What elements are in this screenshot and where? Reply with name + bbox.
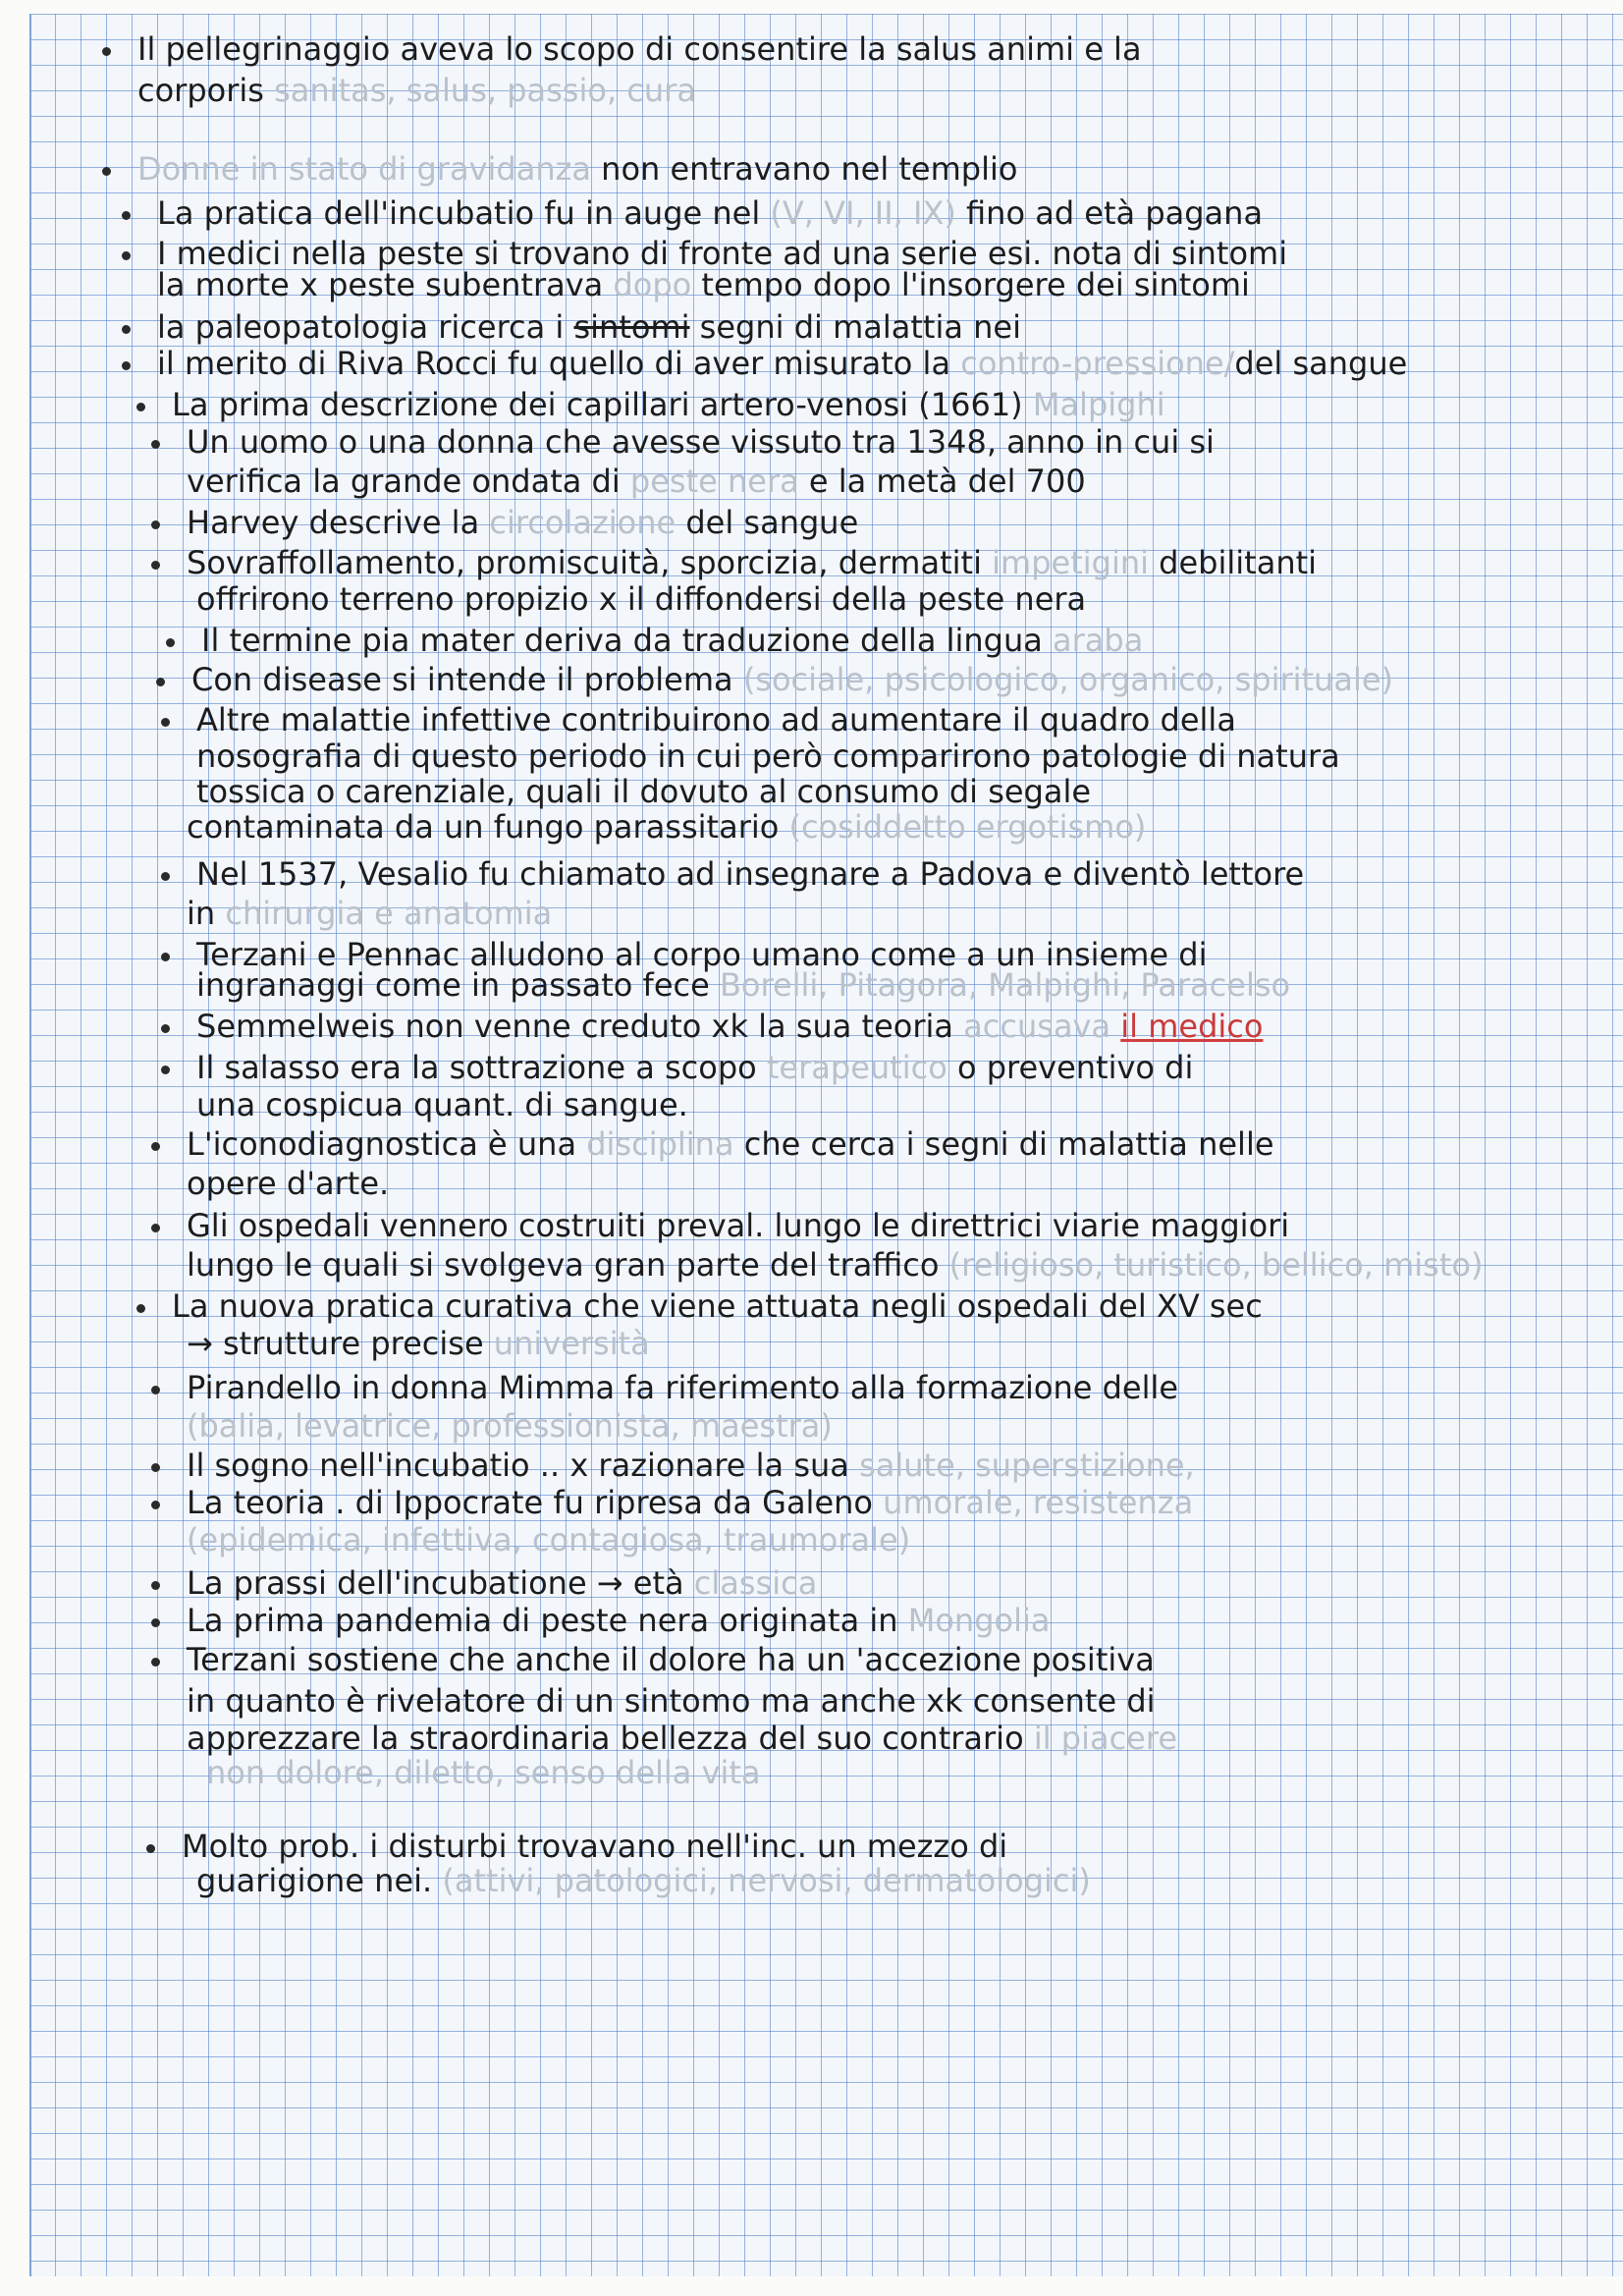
note-text: apprezzare la straordinaria bellezza del suo contrario	[187, 1720, 1034, 1757]
note-text: Semmelweis non venne creduto xk la sua teoria	[196, 1008, 964, 1045]
note-text: opere d'arte.	[187, 1165, 390, 1202]
note-line	[187, 543, 1317, 582]
note-line	[187, 1206, 1289, 1245]
note-text: del sangue	[676, 504, 859, 541]
answer-option-text: umorale, resistenza	[883, 1484, 1194, 1521]
note-line	[187, 1368, 1178, 1407]
answer-option-text: impetigini	[992, 544, 1149, 581]
note-line	[187, 1563, 817, 1603]
note-line	[137, 29, 1142, 69]
note-text: contaminata da un fungo parassitario	[187, 808, 789, 846]
bullet-dot	[151, 1386, 160, 1394]
note-line	[196, 579, 1086, 619]
note-text: Il salasso era la sottrazione a scopo	[196, 1049, 767, 1086]
note-line	[187, 1640, 1155, 1679]
answer-option-text: chirurgia e anatomia	[225, 895, 553, 932]
note-line	[172, 1286, 1263, 1326]
answer-option-text: Borelli, Pitagora, Malpighi, Paracelso	[719, 966, 1291, 1004]
note-text: guarigione nei.	[196, 1862, 443, 1899]
note-text: Gli ospedali vennero costruiti preval. lungo le direttrici viarie maggiori	[187, 1207, 1290, 1244]
answer-option-text: università	[493, 1325, 650, 1362]
answer-option-text: terapeutico	[766, 1049, 947, 1086]
answer-option-text: araba	[1053, 622, 1144, 659]
note-text: non entravano nel templio	[591, 150, 1018, 188]
answer-option-text: contro-pressione/	[960, 345, 1235, 382]
answer-option-text: peste nera	[629, 463, 799, 500]
note-text: Il termine pia mater deriva da traduzione della lingua	[201, 622, 1054, 659]
note-text: il merito di Riva Rocci fu quello di aver misurato la	[157, 345, 961, 382]
note-line	[187, 422, 1215, 462]
note-line	[187, 503, 858, 542]
note-text: Terzani sostiene che anche il dolore ha un 'accezione positiva	[187, 1641, 1155, 1678]
bullet-dot	[151, 1501, 160, 1509]
page-top-edge	[0, 0, 1623, 14]
answer-option-text: (cosiddetto ergotismo)	[788, 808, 1147, 846]
bullet-dot	[151, 520, 160, 529]
bullet-dot	[122, 361, 131, 370]
note-line	[196, 772, 1091, 811]
note-text: ingranaggi come in passato fece	[196, 966, 720, 1004]
answer-option-text: dopo	[613, 266, 692, 303]
answer-option-text: (attivi, patologici, nervosi, dermatologici)	[442, 1862, 1091, 1899]
answer-option-text: Mongolia	[907, 1602, 1051, 1639]
note-line	[206, 1753, 761, 1792]
answer-option-text: (sociale, psicologico, organico, spirituale)	[742, 661, 1393, 698]
note-text: L'iconodiagnostica è una	[187, 1125, 587, 1163]
bullet-dot	[136, 1304, 145, 1313]
highlighted-answer-text: il medico	[1120, 1008, 1264, 1045]
note-text: corporis	[137, 72, 275, 109]
bullet-dot	[146, 1844, 155, 1853]
note-text: La prima descrizione dei capillari artero-venosi (1661)	[172, 386, 1033, 423]
bullet-dot	[151, 1658, 160, 1667]
note-text: e la metà del 700	[798, 463, 1086, 500]
note-text: nosografia di questo periodo in cui però comparirono patologie di natura	[196, 738, 1340, 775]
note-line	[187, 1681, 1156, 1721]
note-line	[157, 344, 1407, 383]
bullet-dot	[166, 638, 175, 647]
note-line	[157, 265, 1250, 304]
note-line	[187, 1406, 833, 1446]
bullet-dot	[151, 561, 160, 570]
bullet-dot	[151, 1224, 160, 1232]
note-line	[187, 1483, 1193, 1522]
note-line	[172, 385, 1165, 424]
note-line	[201, 621, 1143, 660]
answer-option-text: (epidemica, infettiva, contagiosa, traumorale)	[187, 1521, 911, 1558]
answer-option-text: classica	[693, 1564, 818, 1602]
note-text: La prima pandemia di peste nera originata in	[187, 1602, 908, 1639]
note-line	[187, 1719, 1177, 1758]
note-text: del sangue	[1234, 345, 1408, 382]
note-text: la paleopatologia ricerca i	[157, 308, 574, 346]
note-text: in	[187, 895, 226, 932]
note-line	[157, 307, 1021, 347]
page-bottom-edge	[0, 2276, 1623, 2296]
bullet-dot	[102, 167, 111, 176]
note-line	[187, 1601, 1050, 1640]
note-text: Nel 1537, Vesalio fu chiamato ad insegnare a Padova e diventò lettore	[196, 855, 1305, 893]
note-text: Sovraffollamento, promiscuità, sporcizia, dermatiti	[187, 544, 993, 581]
bullet-dot	[151, 1463, 160, 1472]
note-line	[196, 854, 1304, 894]
note-line	[187, 1245, 1483, 1285]
note-text: Con disease si intende il problema	[191, 661, 743, 698]
note-text: offrirono terreno propizio x il diffondersi della peste nera	[196, 580, 1087, 618]
answer-option-text: sanitas, salus, passio, cura	[274, 72, 696, 109]
bullet-dot	[122, 325, 131, 334]
note-line	[187, 894, 552, 933]
answer-option-text: disciplina	[586, 1125, 734, 1163]
note-text: in quanto è rivelatore di un sintomo ma anche xk consente di	[187, 1682, 1156, 1720]
note-line	[187, 1164, 389, 1203]
note-line	[187, 1124, 1274, 1164]
note-text: La pratica dell'incubatio fu in auge nel	[157, 194, 771, 232]
note-line	[196, 1007, 1263, 1046]
note-text: La prassi dell'incubatione → età	[187, 1564, 694, 1602]
answer-option-text: (V, VI, II, IX)	[770, 194, 956, 232]
answer-option-text: circolazione	[489, 504, 676, 541]
note-text: lungo le quali si svolgeva gran parte del traffico	[187, 1246, 949, 1284]
note-line	[196, 1048, 1193, 1087]
note-text: Molto prob. i disturbi trovavano nell'inc. un mezzo di	[182, 1828, 1008, 1865]
answer-option-text: il piacere	[1033, 1720, 1177, 1757]
note-text: una cospicua quant. di sangue.	[196, 1086, 688, 1123]
answer-option-text: Donne in stato di gravidanza	[137, 150, 591, 188]
note-line	[187, 1324, 650, 1363]
note-text	[1110, 1008, 1120, 1045]
note-line	[137, 149, 1017, 189]
bullet-dot	[151, 1618, 160, 1627]
answer-option-text: (religioso, turistico, bellico, misto)	[948, 1246, 1484, 1284]
bullet-dot	[161, 953, 170, 961]
note-text: tempo dopo l'insorgere dei sintomi	[691, 266, 1250, 303]
note-line	[196, 737, 1340, 776]
bullet-dot	[102, 47, 111, 56]
bullet-dot	[156, 678, 165, 686]
note-line	[196, 1085, 688, 1124]
note-text: che cerca i segni di malattia nelle	[733, 1125, 1274, 1163]
note-line	[182, 1827, 1007, 1866]
note-text: → strutture precise	[187, 1325, 494, 1362]
note-line	[191, 660, 1393, 699]
bullet-dot	[161, 872, 170, 881]
note-line	[187, 1446, 1195, 1485]
bullet-dot	[161, 1066, 170, 1074]
page-margin-edge	[0, 0, 31, 2296]
note-line	[187, 462, 1086, 501]
note-text: Harvey descrive la	[187, 504, 490, 541]
note-text: Altre malattie infettive contribuirono ad aumentare il quadro della	[196, 701, 1236, 738]
note-text: Terzani e Pennac alludono al corpo umano come a un insieme di	[196, 936, 1208, 973]
note-line	[157, 193, 1263, 233]
note-text: sintomi	[573, 308, 690, 346]
note-text: La teoria . di Ippocrate fu ripresa da Galeno	[187, 1484, 884, 1521]
bullet-dot	[151, 1142, 160, 1151]
bullet-dot	[151, 1581, 160, 1590]
bullet-dot	[161, 1024, 170, 1033]
note-text: tossica o carenziale, quali il dovuto al consumo di segale	[196, 773, 1092, 810]
note-line	[196, 1861, 1091, 1900]
note-text: debilitanti	[1149, 544, 1318, 581]
note-line	[196, 700, 1236, 739]
note-text: I medici nella peste si trovano di fronte ad una serie esi. nota di sintomi	[157, 235, 1288, 272]
bullet-dot	[136, 403, 145, 411]
note-line	[187, 1520, 910, 1559]
note-text: verifica la grande ondata di	[187, 463, 630, 500]
answer-option-text: (balia, levatrice, professionista, maestra)	[187, 1407, 833, 1445]
bullet-dot	[122, 211, 131, 220]
note-text: fino ad età pagana	[955, 194, 1264, 232]
note-text: Il sogno nell'incubatio .. x razionare la sua	[187, 1447, 860, 1484]
note-text: Pirandello in donna Mimma fa riferimento alla formazione delle	[187, 1369, 1179, 1406]
bullet-dot	[161, 718, 170, 727]
note-text: la morte x peste subentrava	[157, 266, 614, 303]
note-line	[137, 71, 696, 110]
bullet-dot	[122, 251, 131, 260]
note-text: Il pellegrinaggio aveva lo scopo di consentire la salus animi e la	[137, 30, 1142, 68]
bullet-dot	[151, 440, 160, 449]
note-text: La nuova pratica curativa che viene attuata negli ospedali del XV sec	[172, 1287, 1263, 1325]
answer-option-text: non dolore, diletto, senso della vita	[206, 1754, 761, 1791]
note-text: o preventivo di	[947, 1049, 1194, 1086]
note-line	[196, 965, 1290, 1005]
note-line	[187, 807, 1146, 847]
answer-option-text: accusava	[963, 1008, 1111, 1045]
answer-option-text: salute, superstizione,	[859, 1447, 1195, 1484]
note-text: Un uomo o una donna che avesse vissuto tra 1348, anno in cui si	[187, 423, 1215, 461]
note-text: segni di malattia nei	[689, 308, 1021, 346]
answer-option-text: Malpighi	[1032, 386, 1165, 423]
